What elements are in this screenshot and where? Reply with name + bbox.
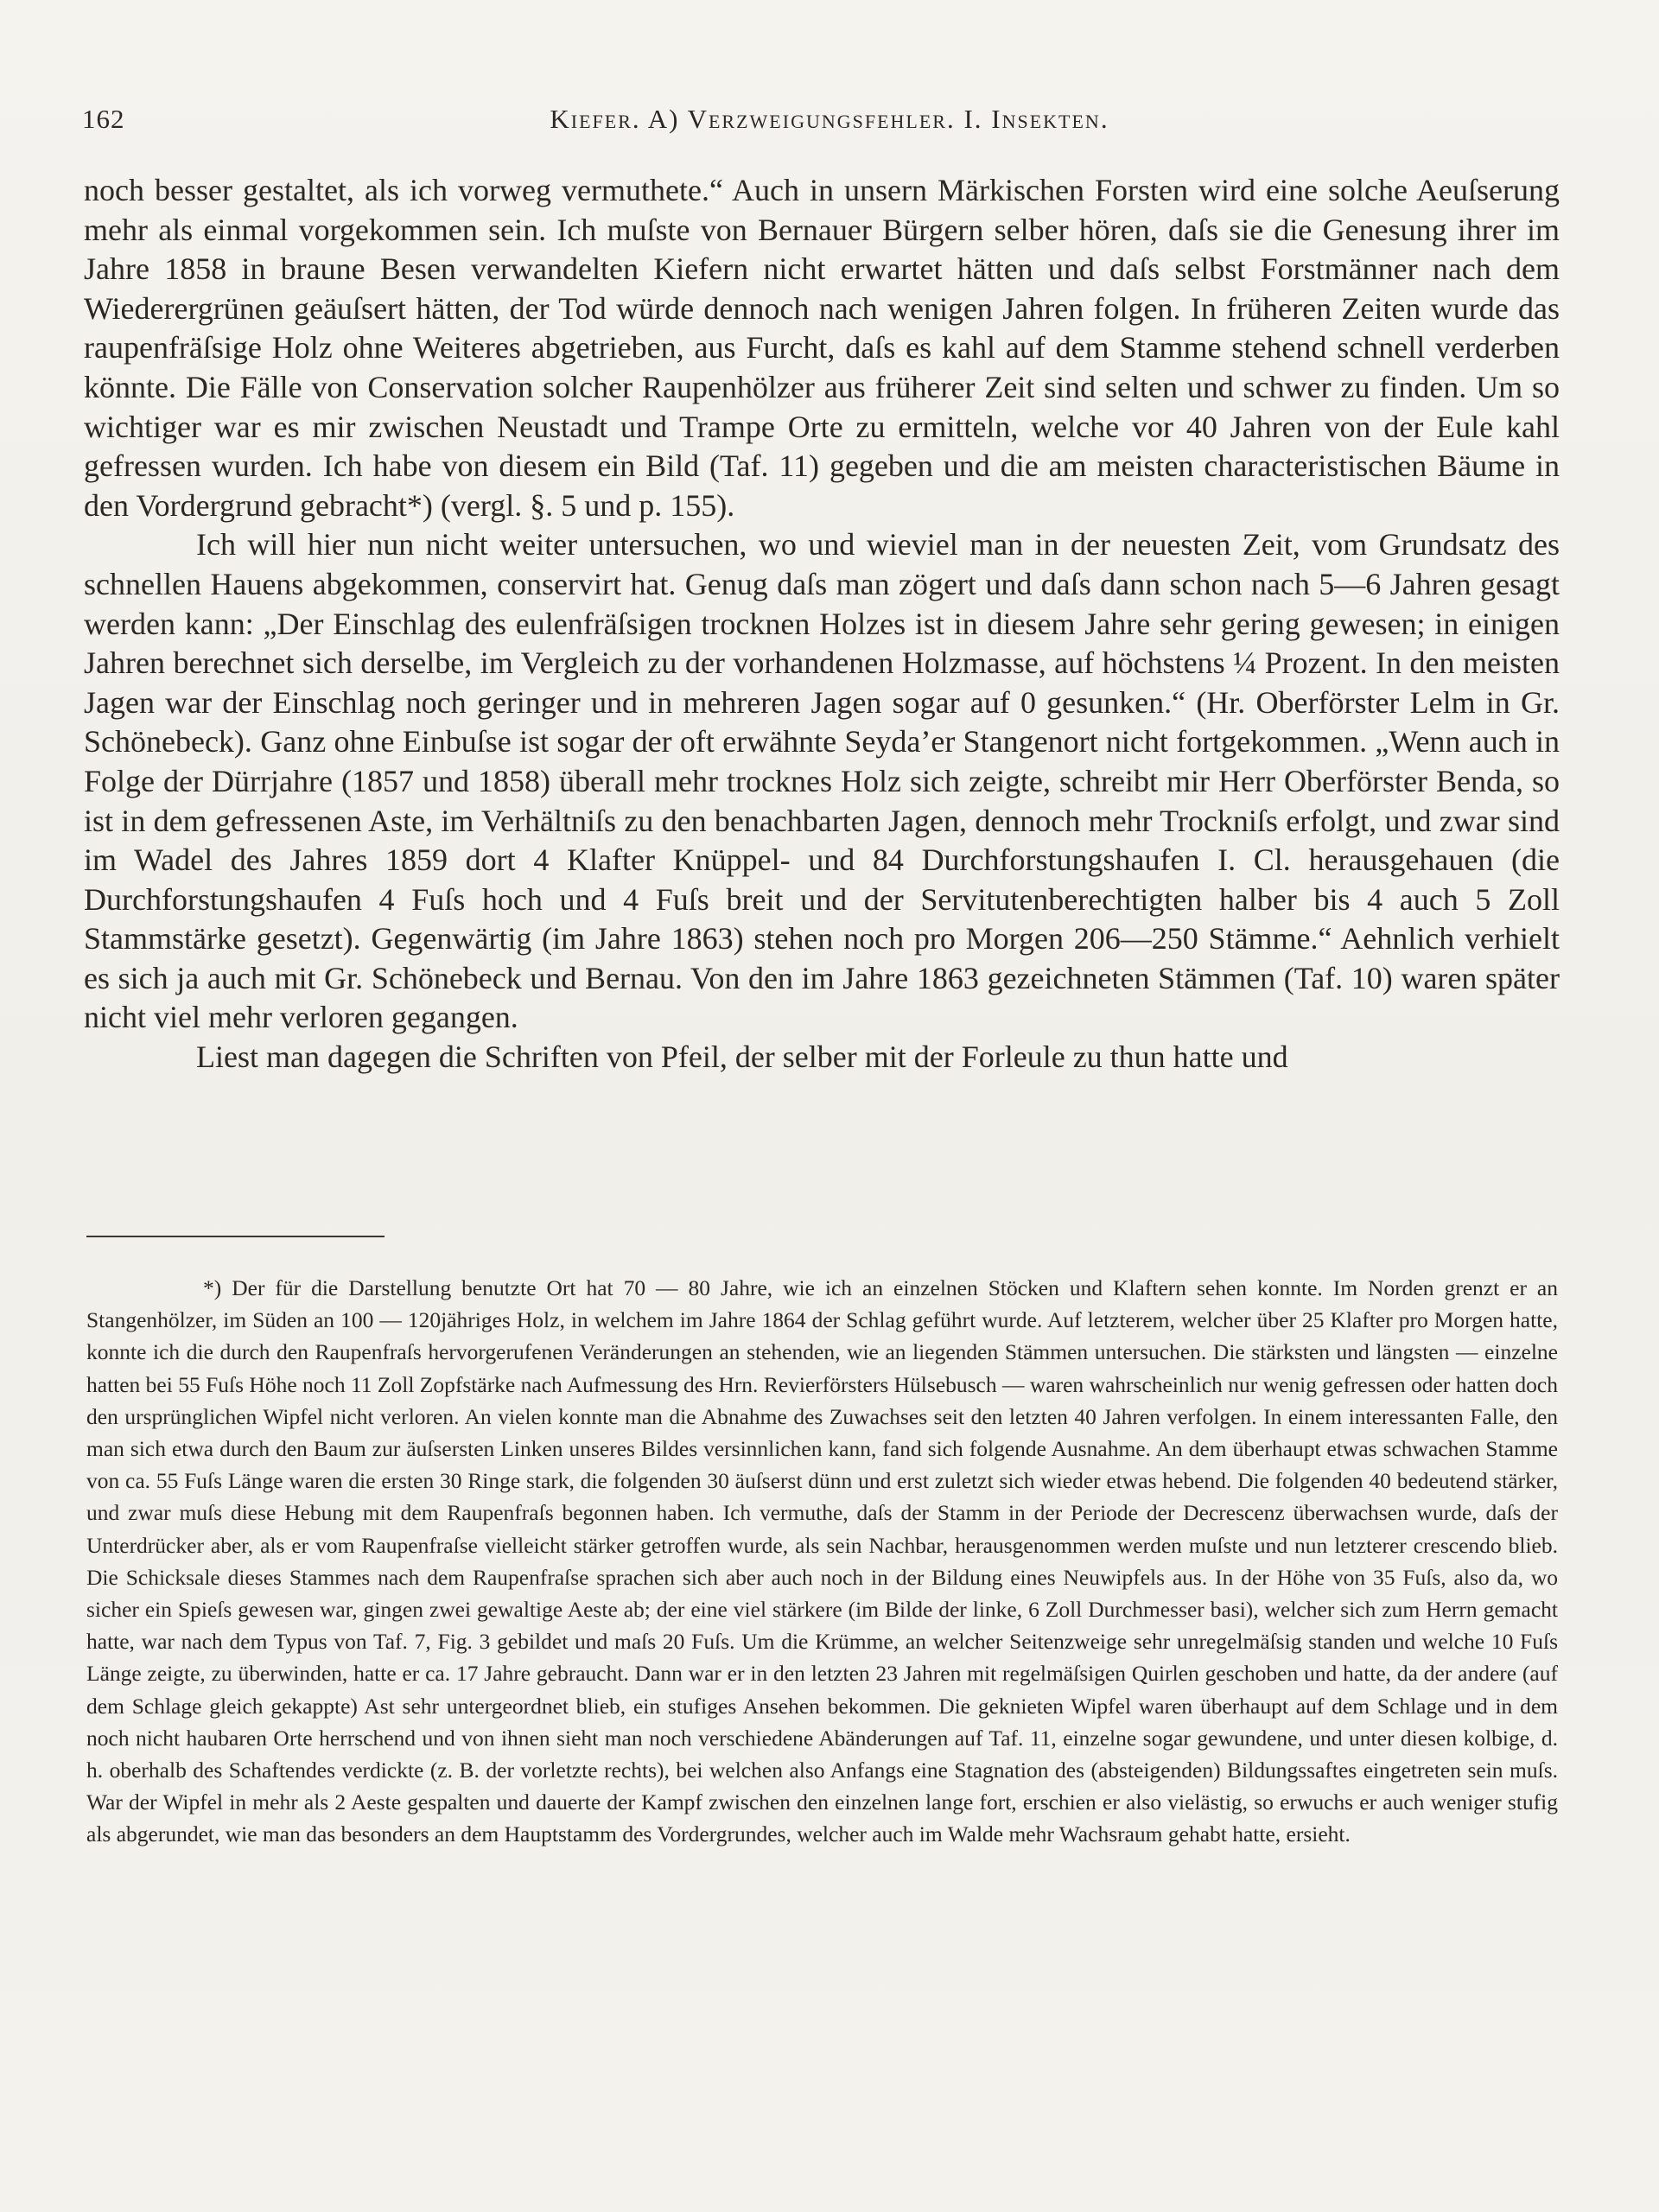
footnote xyxy=(86,1272,1558,1851)
paragraph: Liest man dagegen die Schriften von Pfeil, der selber mit der Forleule zu thun hatte und xyxy=(196,1039,1288,1075)
page-number: 162 xyxy=(82,104,125,134)
paragraph: Ich will hier nun nicht weiter untersuchen, wo und wieviel man in der neuesten Zeit, vom Grundsatz des schnellen Hauens abgekommen, conservirt hat. Genug daſs man zögert und daſs dann schon nach 5—6 Jahren gesagt werden kann: „Der Einschlag des eulenfräſsigen trocknen Holzes ist in diesem Jahre sehr gering gewesen; in einigen Jahren berechnet sich derselbe, im Vergleich zu der vorhandenen Holzmasse, auf höchstens ¼ Prozent. In den meisten Jagen war der Einschlag noch geringer und in mehreren Jagen sogar auf 0 gesunken.“ (Hr. Oberförster Lelm in Gr. Schönebeck). Ganz ohne Einbuſse ist sogar der oft erwähnte Seyda’er Stangenort nicht fortgekommen. „Wenn auch in Folge der Dürrjahre (1857 und 1858) überall mehr trocknes Holz sich zeigte, schreibt mir Herr Oberförster Benda, so ist in dem gefressenen Aste, im Verhältniſs zu den benachbarten Jagen, dennoch mehr Trockniſs erfolgt, und zwar sind im Wadel des Jahres 1859 dort 4 Klafter Knüppel- und 84 Durchforstungshaufen I. Cl. herausgehauen (die Durchforstungshaufen 4 Fuſs hoch und 4 Fuſs breit und der Servitutenberechtigten halber bis 4 auch 5 Zoll Stammstärke gesetzt). Gegenwärtig (im Jahre 1863) stehen noch pro Morgen 206—250 Stämme.“ Aehnlich verhielt es sich ja auch mit Gr. Schönebeck und Bernau. Von den im Jahre 1863 gezeichneten Stämmen (Taf. 10) waren später nicht viel mehr verloren gegangen. xyxy=(84,527,1560,1035)
footnote-separator xyxy=(86,1236,385,1237)
running-title: Kiefer. A) Verzweigungsfehler. I. Insekten. xyxy=(550,104,1109,134)
main-text xyxy=(84,171,1560,1077)
footnote-text: *) Der für die Darstellung benutzte Ort hat 70 — 80 Jahre, wie ich an einzelnen Stöcken und Klaftern sehen konnte. Im Norden grenzt er an Stangenhölzer, im Süden an 100 — 120jähriges Holz, in welchem im Jahre 1864 der Schlag geführt wurde. Auf letzterem, welcher über 25 Klafter pro Morgen hatte, konnte ich die durch den Raupenfraſs hervorgerufenen Veränderungen an stehenden, wie an liegenden Stämmen untersuchen. Die stärksten und längsten — einzelne hatten bei 55 Fuſs Höhe noch 11 Zoll Zopfstärke nach Aufmessung des Hrn. Revierförsters Hülsebusch — waren wahrscheinlich nur wenig gefressen oder hatten doch den ursprünglichen Wipfel nicht verloren. An vielen konnte man die Abnahme des Zuwachses seit den letzten 40 Jahren verfolgen. In einem interessanten Falle, den man sich etwa durch den Baum zur äuſsersten Linken unseres Bildes versinnlichen kann, fand sich folgende Ausnahme. An dem überhaupt etwas schwachen Stamme von ca. 55 Fuſs Länge waren die ersten 30 Ringe stark, die folgenden 30 äuſserst dünn und erst zuletzt sich wieder etwas hebend. Die folgenden 40 bedeutend stärker, und zwar muſs diese Hebung mit dem Raupenfraſs begonnen haben. Ich vermuthe, daſs der Stamm in der Periode der Decrescenz überwachsen wurde, daſs der Unterdrücker aber, als er vom Raupenfraſse vielleicht stärker getroffen wurde, als sein Nachbar, herausgenommen werden muſste und nun letzterer crescendo blieb. Die Schicksale dieses Stammes nach dem Raupenfraſse sprachen sich aber auch noch in der Bildung eines Neuwipfels aus. In der Höhe von 35 Fuſs, also da, wo sicher ein Spieſs gewesen war, gingen zwei gewaltige Aeste ab; der eine viel stärkere (im Bilde der linke, 6 Zoll Durchmesser basi), welcher sich zum Herrn gemacht hatte, war nach dem Typus von Taf. 7, Fig. 3 gebildet und maſs 20 Fuſs. Um die Krümme, an welcher Seitenzweige sehr unregelmäſsig standen und welche 10 Fuſs Länge zeigte, zu überwinden, hatte er ca. 17 Jahre gebraucht. Dann war er in den letzten 23 Jahren mit regelmäſsigen Quirlen geschoben und hatte, da der andere (auf dem Schlage gleich gekappte) Ast sehr untergeordnet blieb, ein stufiges Ansehen bekommen. Die geknieten Wipfel waren überhaupt auf dem Schlage und in dem noch nicht haubaren Orte herrschend und von ihnen sieht man noch verschiedene Abänderungen auf Taf. 11, einzelne sogar gewundene, und unter diesen kolbige, d. h. oberhalb des Schaftendes verdickte (z. B. der vorletzte rechts), bei welchen also Anfangs eine Stagnation des (absteigenden) Bildungssaftes eingetreten sein muſs. War der Wipfel in mehr als 2 Aeste gespalten und dauerte der Kampf zwischen den einzelnen lange fort, erschien er also vielästig, so erwuchs er auch weniger stufig als abgerundet, wie man das besonders an dem Hauptstamm des Vordergrundes, welcher auch im Walde mehr Wachsraum gehabt hatte, ersieht. xyxy=(86,1275,1558,1847)
paragraph: noch besser gestaltet, als ich vorweg vermuthete.“ Auch in unsern Märkischen Forsten wird eine solche Aeuſserung mehr als einmal vorgekommen sein. Ich muſste von Bernauer Bürgern selber hören, daſs sie die Genesung ihrer im Jahre 1858 in braune Besen verwandelten Kiefern nicht erwartet hätten und daſs selbst Forstmänner nach dem Wiederergrünen geäuſsert hätten, der Tod würde dennoch nach wenigen Jahren folgen. In früheren Zeiten wurde das raupenfräſsige Holz ohne Weiteres abgetrieben, aus Furcht, daſs es kahl auf dem Stamme stehend schnell verderben könnte. Die Fälle von Conservation solcher Raupenhölzer aus früherer Zeit sind selten und schwer zu finden. Um so wichtiger war es mir zwischen Neustadt und Trampe Orte zu ermitteln, welche vor 40 Jahren von der Eule kahl gefressen wurden. Ich habe von diesem ein Bild (Taf. 11) gegeben und die am meisten characteristischen Bäume in den Vordergrund gebracht*) (vergl. §. 5 und p. 155). xyxy=(84,173,1560,523)
